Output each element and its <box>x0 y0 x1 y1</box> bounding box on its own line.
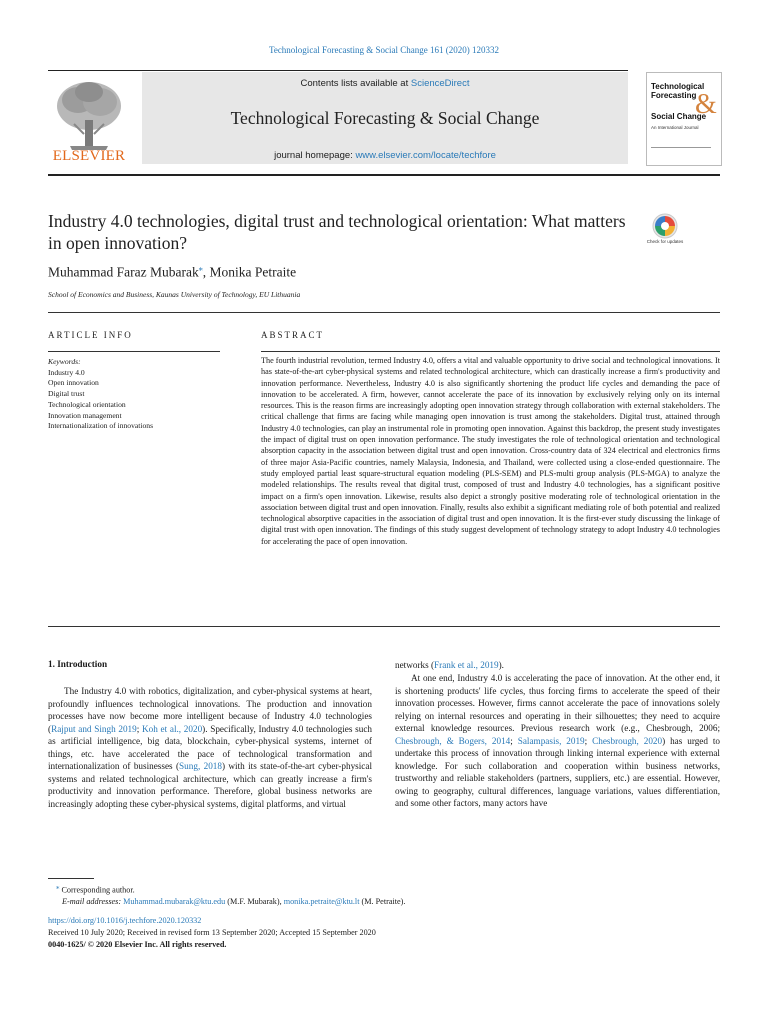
section-divider <box>48 312 720 313</box>
contents-line <box>142 78 628 89</box>
homepage-prefix: journal homepage: <box>274 150 356 161</box>
author-name[interactable]: Muhammad Faraz Mubarak <box>48 264 199 280</box>
masthead-bottom-rule <box>48 174 720 176</box>
author-name[interactable]: Monika Petraite <box>209 264 297 280</box>
text-run: ; <box>136 723 143 734</box>
email-label: E-mail addresses: <box>62 897 124 907</box>
author-list <box>48 264 296 281</box>
paper-title: Industry 4.0 technologies, digital trust and technological orientation: What matters in open innovation? <box>48 211 626 253</box>
text-run: ; <box>510 735 518 746</box>
keyword-item: Digital trust <box>48 389 85 399</box>
corresponding-author-note <box>48 882 720 896</box>
check-updates-label: Check for updates <box>646 239 684 244</box>
sciencedirect-link[interactable]: ScienceDirect <box>410 78 470 89</box>
cover-rule <box>651 147 711 148</box>
journal-homepage-link[interactable]: www.elsevier.com/locate/techfore <box>355 150 496 161</box>
footnotes <box>48 882 720 908</box>
text-run: The Industry 4.0 with robotics, digitalization, and cyber-physical systems at heart, profoundly influences technological innovations. The production and innovation processes have now become more intelligent because of Industry 4.0 technologies ( <box>48 686 372 734</box>
text-run: ) with its state-of-the-art cyber-physical systems and related technological architecture, which can greatly increase a firm's productivity and innovation performance. Therefore, global business networks are increasingly adopting these cyber-physical systems, digital platforms, and virtual <box>48 761 372 809</box>
abstract-end-rule <box>48 626 720 627</box>
citation-link[interactable]: Frank et al., 2019 <box>434 660 499 670</box>
text-run: At one end, Industry 4.0 is accelerating the pace of innovation. At the other end, it is shortening products' life cycles, thus forcing firms to accelerate the speed of their innovation processes. However, firms cannot accelerate the pace of innovations solely relying on internal resources and operating in their silhouettes; they need to acquire external knowledge resources. Previous research work (e.g., Chesbrough, 2006; <box>395 673 720 733</box>
affiliation: School of Economics and Business, Kaunas University of Technology, EU Lithuania <box>48 290 301 299</box>
citation-link[interactable]: Koh et al., 2020 <box>142 723 203 734</box>
email-link[interactable]: Muhammad.mubarak@ktu.edu <box>123 897 226 907</box>
introduction-heading: 1. Introduction <box>48 659 108 669</box>
introduction-paragraph <box>48 685 372 810</box>
keyword-item: Internationalization of innovations <box>48 421 154 431</box>
text-run: Corresponding author. <box>59 885 135 895</box>
keyword-item: Technological orientation <box>48 399 126 409</box>
corresponding-author-mark[interactable]: ⁎ <box>198 264 203 273</box>
text-run: (M. Petraite). <box>359 897 406 907</box>
article-info-rule <box>48 351 220 352</box>
citation-link[interactable]: Rajput and Singh 2019 <box>51 723 137 734</box>
copyright-line: 0040-1625/ © 2020 Elsevier Inc. All rights reserved. <box>48 940 227 949</box>
doi-link[interactable]: https://doi.org/10.1016/j.techfore.2020.120332 <box>48 916 202 925</box>
text-run: (M.F. Mubarak), <box>225 897 284 907</box>
journal-cover-thumbnail[interactable] <box>646 72 722 166</box>
cover-subtitle: An International Journal <box>651 125 699 130</box>
abstract-rule <box>261 351 720 352</box>
journal-name: Technological Forecasting & Social Change <box>230 108 540 128</box>
right-column-continuation <box>395 659 720 672</box>
masthead-top-rule <box>48 70 628 71</box>
email-addresses <box>48 896 720 908</box>
email-link[interactable]: monika.petraite@ktu.lt <box>283 897 360 907</box>
keyword-item: Innovation management <box>48 410 122 420</box>
journal-citation-link[interactable]: Technological Forecasting & Social Change 161 (2020) 120332 <box>268 45 500 55</box>
text-run: ; <box>584 735 593 746</box>
keyword-item: Open innovation <box>48 378 99 388</box>
citation-link[interactable]: Chesbrough, 2020 <box>592 735 663 746</box>
contents-prefix: Contents lists available at <box>300 78 411 89</box>
journal-masthead <box>142 72 628 164</box>
right-column-paragraph <box>395 672 720 810</box>
text-run: networks ( <box>395 660 435 670</box>
text-run: ). Specifically, Industry 4.0 technologies such as artificial intelligence, big data, blockchain, cyber-physical systems, internet of things, etc. have accelerated the pace of technological transformation and internationalization of businesses ( <box>48 723 372 771</box>
homepage-line <box>142 150 628 161</box>
cover-title-line3: Social Change <box>651 112 707 121</box>
citation-link[interactable]: Chesbrough, & Bogers, 2014 <box>395 735 511 746</box>
footnote-rule <box>48 878 94 879</box>
article-info-heading: ARTICLE INFO <box>48 330 133 340</box>
cover-ampersand: & <box>695 89 717 120</box>
text-run: ). <box>498 660 504 670</box>
abstract-body: The fourth industrial revolution, termed Industry 4.0, offers a vital and valuable opportunity to drive social and technological innovations. It has state-of-the-art cyber-physical systems and related technological architecture, which can drastically increase a firm's productivity and innovation performance. Nevertheless, Industry 4.0 is also significantly shortening the product life cycles and demanding the pace of innovation to be accelerated. A firm, however, cannot accelerate the pace of its innovation by exclusively relying only on its internal resources. This is the reason firms are increasingly adopting open innovation strategy through collaboration with external stakeholders. The critical challenge that firms are facing while managing open innovation is trust among the stakeholders. Digital trust, attained through Industry 4.0 technologies, can play an instrumental role in promoting open innovation. Against this backdrop, the present study investigates the impact of digital trust on open innovation performance. The study investigates the role of technological orientation and technological absorption capacity in the association between digital trust and open innovation. Cross-country data of 324 electrical and electronics firms of three major Asia-Pacific countries, namely Malaysia, Indonesia, and Thailand, were collected using a close-ended questionnaire. The study employed partial least square-structural equation modeling (PLS-SEM) and PLS-multi group analysis (PLS-MGA) to analyze the modeled relationships. The results reveal that digital trust, composed of trust and Industry 4.0 technologies, has a significant positive impact on a firm's open innovation. Likewise, results also depict a strongly positive moderating role of technological orientation in the association between digital trust and open innovation. Finally, results also exhibit a significant mediating role of both potential and realized technological absorptive capacities in the association of digital trust and open innovation. It is the first-ever study discussing the linkage of digital trust with open innovation. The findings of this study suggest development of technology strategy to adopt Industry 4.0 technologies for accelerating the pace of open innovation. <box>261 356 720 546</box>
keywords-block <box>48 357 228 432</box>
citation-link[interactable]: Sung, 2018 <box>179 761 222 771</box>
cover-title-line2: Forecasting <box>651 91 697 100</box>
keywords-label: Keywords: <box>48 357 81 366</box>
elsevier-wordmark: ELSEVIER <box>52 148 126 164</box>
abstract-heading: ABSTRACT <box>261 330 325 340</box>
received-dates: Received 10 July 2020; Received in revised form 13 September 2020; Accepted 15 September 2020 <box>48 928 376 937</box>
check-for-updates-icon[interactable] <box>646 212 684 252</box>
cover-title-line1: Technological <box>651 82 705 91</box>
corresponding-mark: ⁎ <box>56 884 60 891</box>
text-run: ) has urged to undertake this process of innovation through linking internal experience with external knowledge. For such collaboration and cooperation within business networks, trustworthy and reliable stakeholders (partners, suppliers, etc.) are essential. However, owing to geography, cultural differences, language variations, values differentiation, and some other factors, many actors have <box>395 735 721 808</box>
citation-link[interactable]: Salampasis, 2019 <box>517 735 585 746</box>
author-separator: , <box>202 264 210 280</box>
keyword-item: Industry 4.0 <box>48 367 85 377</box>
